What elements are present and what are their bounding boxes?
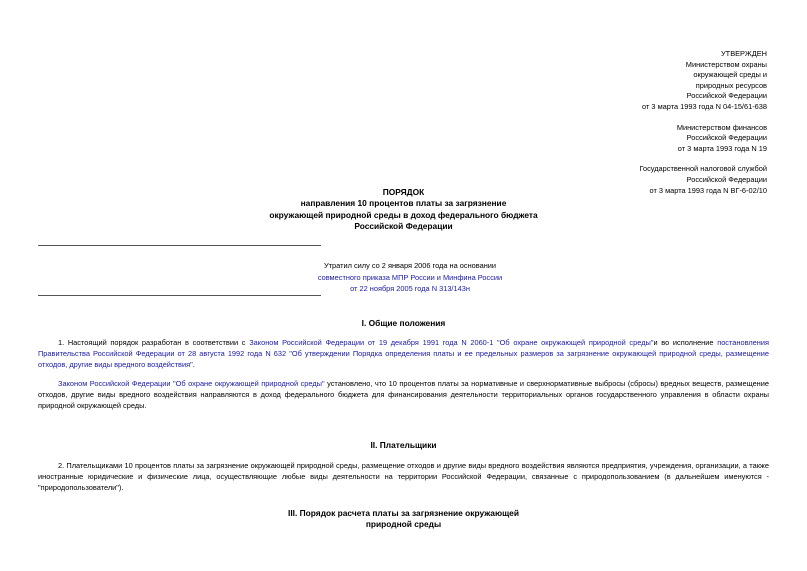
law-link[interactable]: Законом Российской Федерации от 19 декабря 1991 года N 2060-1 "Об охране окружающей природной среды" [249, 338, 654, 347]
section-2-heading: II. Плательщики [370, 440, 437, 450]
divider-bottom [38, 295, 321, 296]
approval-block [639, 49, 767, 206]
title-line: окружающей природной среды в доход федерального бюджета [269, 209, 538, 220]
approval-fin [639, 123, 767, 155]
section-1-heading: I. Общие положения [361, 318, 446, 328]
section-1-paragraph-2 [38, 378, 769, 412]
repeal-link-date[interactable]: от 22 ноября 2005 года N 313/143н [350, 284, 470, 293]
title-line: направления 10 процентов платы за загрязнение [300, 198, 507, 209]
text: 1. Настоящий порядок разработан в соответствии с [58, 338, 250, 347]
approval-line: Российской Федерации [686, 91, 767, 101]
section-3-heading [0, 508, 807, 531]
repeal-text: Утратил силу со 2 января 2006 года на основании [323, 261, 497, 270]
title-line: Российской Федерации [354, 221, 453, 232]
approval-line: от 3 марта 1993 года N 19 [677, 143, 767, 153]
divider-top [38, 245, 321, 246]
title-line: ПОРЯДОК [382, 187, 425, 197]
approval-line: природных ресурсов [695, 80, 767, 90]
approval-eco [639, 49, 767, 113]
law-link-2[interactable]: Законом Российской Федерации "Об охране окружающей природной среды" [58, 379, 325, 388]
approval-line: Государственной налоговой службой [639, 164, 767, 174]
text: . [192, 360, 195, 370]
repeal-note [280, 260, 540, 295]
text: 2. Плательщиками 10 процентов платы за загрязнение окружающей природной среды, размещение отходов и другие виды вредного воздействия являются предприятия, учреждения, организации, а также иностранные юридические и физические лица, осуществляющие любые виды деятельности на территории Российской Федерации, связанные с природопользованием (в дальнейшем именуются - "природопользователи"). [38, 461, 769, 493]
text: и во исполнение [653, 338, 718, 347]
heading-line: III. Порядок расчета платы за загрязнение окружающей [288, 508, 519, 518]
section-1-paragraph-1 [38, 337, 769, 371]
approval-line: Министерством финансов [676, 122, 767, 132]
section-2-paragraph-1 [38, 460, 769, 494]
heading-line: природной среды [365, 519, 442, 530]
approval-line: от 3 марта 1993 года N 04-15/61-638 [642, 101, 767, 111]
text: установлено, что 10 процентов платы за нормативные и сверхнормативные выбросы (сбросы) вредных веществ, размещение отходов, другие виды вредного воздействия направляются в доход федерального бюджета для финансирования деятельности территориальных органов государственного управления в области охраны природной окружающей среды. [38, 379, 769, 411]
approval-line: от 3 марта 1993 года N ВГ-6-02/10 [649, 185, 767, 195]
approval-line: Министерством охраны [685, 59, 767, 69]
approval-line: окружающей среды и [693, 70, 767, 80]
repeal-link-order[interactable]: совместного приказа МПР России и Минфина России [317, 272, 503, 282]
approval-line: Российской Федерации [686, 174, 767, 184]
document-title [0, 187, 807, 233]
approval-heading: УТВЕРЖДЕН [720, 49, 767, 58]
approval-line: Российской Федерации [686, 133, 767, 143]
resolution-link[interactable]: постановления Правительства Российской Федерации от 28 августа 1992 года N 632 "Об утверждении Порядка определения платы и ее предельных размеров за загрязнение окружающей природной среды, размещение отходов, другие виды вредного воздействия" [38, 338, 769, 370]
